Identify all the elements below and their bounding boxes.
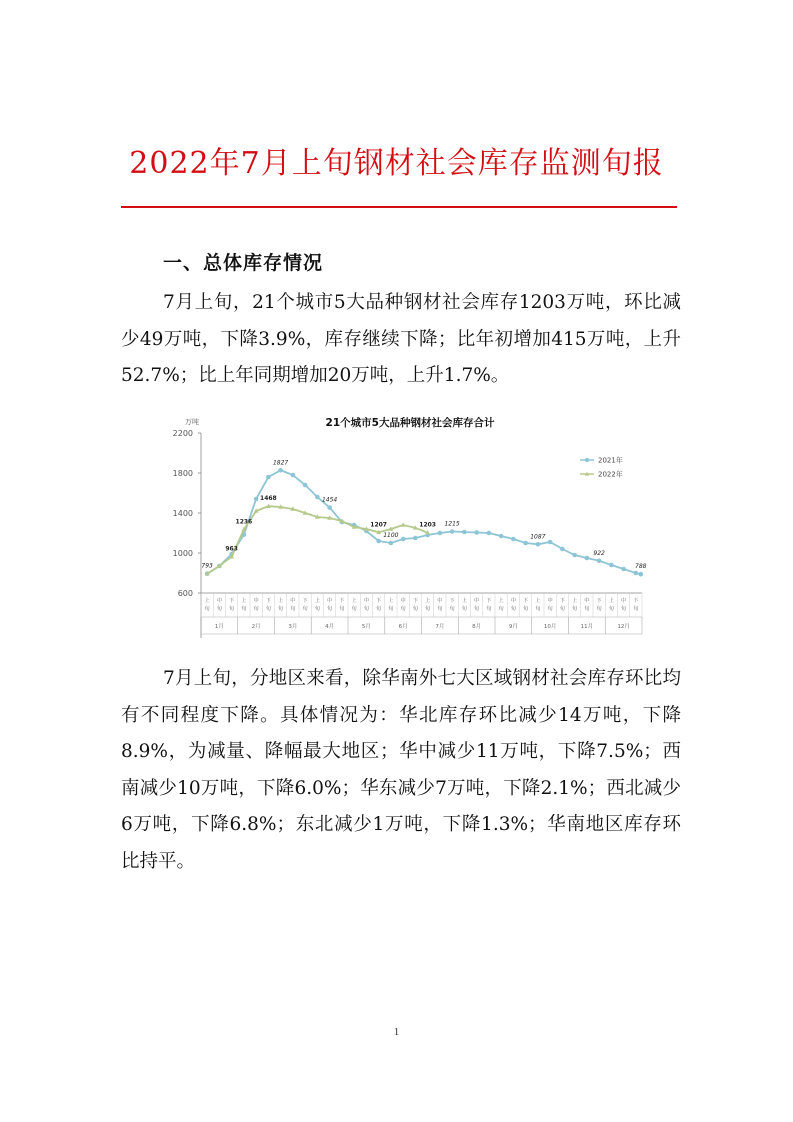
- x-tick-label: 中: [474, 598, 480, 604]
- data-point: [609, 563, 614, 568]
- month-label: 2月: [251, 624, 261, 630]
- month-label: 7月: [435, 624, 445, 630]
- x-tick-label: 下: [449, 598, 455, 604]
- x-tick-label: 旬: [523, 606, 529, 612]
- data-point: [523, 541, 528, 546]
- data-point: [327, 505, 332, 510]
- data-point: [278, 468, 283, 473]
- x-tick-label: 上: [608, 598, 614, 604]
- month-label: 3月: [288, 624, 298, 630]
- data-label: 793: [201, 562, 213, 570]
- report-title: 2022年7月上旬钢材社会库存监测旬报: [129, 146, 664, 181]
- x-tick-label: 旬: [351, 606, 357, 612]
- data-label: 1236: [235, 518, 253, 526]
- x-tick-label: 旬: [314, 606, 320, 612]
- data-point: [638, 572, 643, 577]
- x-tick-label: 上: [461, 598, 467, 604]
- data-label: 788: [635, 563, 647, 571]
- data-point: [462, 530, 467, 535]
- x-tick-label: 旬: [376, 606, 382, 612]
- month-label: 11月: [580, 624, 594, 630]
- data-point: [572, 553, 577, 558]
- data-point: [585, 556, 590, 561]
- x-tick-label: 旬: [572, 606, 578, 612]
- x-tick-label: 中: [621, 598, 627, 604]
- x-tick-label: 旬: [278, 606, 284, 612]
- x-tick-label: 中: [363, 598, 369, 604]
- legend-label: 2022年: [598, 470, 623, 479]
- legend-marker-2021年: [585, 458, 589, 462]
- y-tick-label: 1400: [172, 509, 193, 518]
- x-tick-label: 旬: [229, 606, 235, 612]
- x-tick-label: 旬: [388, 606, 394, 612]
- x-tick-label: 中: [510, 598, 516, 604]
- y-axis-unit: 万吨: [185, 418, 199, 426]
- y-tick-label: 1000: [172, 549, 193, 558]
- data-label: 1454: [321, 496, 338, 504]
- x-tick-label: 旬: [584, 606, 590, 612]
- x-tick-label: 旬: [510, 606, 516, 612]
- data-point: [413, 536, 418, 541]
- x-tick-label: 旬: [461, 606, 467, 612]
- x-tick-label: 下: [376, 598, 382, 604]
- x-tick-label: 旬: [437, 606, 443, 612]
- data-point: [511, 537, 516, 542]
- x-tick-label: 上: [241, 598, 247, 604]
- x-tick-label: 上: [535, 598, 541, 604]
- x-tick-label: 下: [339, 598, 345, 604]
- x-tick-label: 旬: [363, 606, 369, 612]
- x-tick-label: 上: [351, 598, 357, 604]
- data-point: [376, 539, 381, 544]
- x-tick-label: 上: [388, 598, 394, 604]
- x-tick-label: 中: [327, 598, 333, 604]
- x-tick-label: 下: [523, 598, 529, 604]
- data-point: [499, 534, 504, 539]
- data-point: [389, 541, 394, 546]
- x-tick-label: 上: [572, 598, 578, 604]
- x-tick-label: 旬: [425, 606, 431, 612]
- x-tick-label: 上: [425, 598, 431, 604]
- data-label: 963: [225, 545, 238, 553]
- data-point: [291, 473, 296, 478]
- x-tick-label: 旬: [535, 606, 541, 612]
- data-label: 1100: [383, 532, 399, 539]
- y-tick-label: 1800: [172, 469, 193, 478]
- data-point: [597, 559, 602, 564]
- data-point: [487, 531, 492, 536]
- month-label: 9月: [508, 624, 518, 630]
- data-point: [536, 542, 541, 547]
- paragraph-regional-inventory: 7月上旬，分地区来看，除华南外七大区域钢材社会库存环比均有不同程度下降。具体情况为：华北库存环比减少14万吨，下降8.9%，为减量、降幅最大地区；华中减少11万吨，下降7.5%；西南减少10万吨，下降6.0%；华东减少7万吨，下降2.1%；西北减少6万吨，下降6.8%；东北减少1万吨，下降1.3%；华南地区库存环比持平。: [121, 668, 681, 872]
- x-tick-label: 下: [596, 598, 602, 604]
- x-tick-label: 中: [253, 598, 259, 604]
- data-point: [438, 531, 443, 536]
- x-tick-label: 下: [265, 598, 271, 604]
- x-tick-label: 中: [584, 598, 590, 604]
- data-label: 1827: [272, 459, 289, 467]
- x-tick-label: 下: [229, 598, 235, 604]
- x-tick-label: 中: [216, 598, 222, 604]
- x-tick-label: 旬: [290, 606, 296, 612]
- data-point: [621, 567, 626, 572]
- x-tick-label: 下: [412, 598, 418, 604]
- data-point: [474, 530, 479, 535]
- x-tick-label: 下: [302, 598, 308, 604]
- x-tick-label: 上: [204, 598, 210, 604]
- data-label: 1215: [444, 520, 460, 528]
- data-point: [548, 540, 553, 545]
- page-number: 1: [393, 1026, 400, 1038]
- paragraph-overall-inventory: 7月上旬，21个城市5大品种钢材社会库存1203万吨，环比减少49万吨，下降3.9%，库存继续下降；比年初增加415万吨，上升52.7%；比上年同期增加20万吨，上升1.7%。: [121, 292, 681, 386]
- month-label: 1月: [214, 624, 224, 630]
- x-tick-label: 旬: [253, 606, 259, 612]
- month-label: 12月: [617, 624, 630, 630]
- x-tick-label: 旬: [400, 606, 406, 612]
- data-point: [254, 497, 259, 502]
- x-tick-label: 旬: [547, 606, 553, 612]
- x-tick-label: 旬: [241, 606, 247, 612]
- legend-label: 2021年: [598, 456, 623, 465]
- x-tick-label: 旬: [486, 606, 492, 612]
- data-point: [450, 529, 455, 534]
- chart-title: 21个城市5大品种钢材社会库存合计: [325, 417, 495, 429]
- x-tick-label: 旬: [596, 606, 602, 612]
- x-tick-label: 旬: [449, 606, 455, 612]
- data-label: 1203: [419, 521, 436, 529]
- x-tick-label: 旬: [621, 606, 627, 612]
- x-tick-label: 上: [498, 598, 504, 604]
- x-tick-label: 中: [290, 598, 296, 604]
- month-label: 8月: [472, 624, 482, 630]
- x-tick-label: 下: [633, 598, 639, 604]
- y-tick-label: 600: [177, 589, 193, 598]
- month-label: 10月: [543, 624, 557, 630]
- x-tick-label: 中: [547, 598, 553, 604]
- x-tick-label: 旬: [327, 606, 333, 612]
- month-label: 6月: [398, 624, 408, 630]
- month-label: 4月: [325, 624, 335, 630]
- data-label: 1087: [530, 533, 546, 541]
- x-tick-label: 旬: [474, 606, 480, 612]
- title-divider: [121, 206, 677, 208]
- data-point: [401, 537, 406, 542]
- x-tick-label: 中: [437, 598, 443, 604]
- x-tick-label: 上: [278, 598, 284, 604]
- x-tick-label: 旬: [608, 606, 614, 612]
- y-tick-label: 2200: [172, 429, 193, 438]
- x-tick-label: 旬: [633, 606, 639, 612]
- data-label: 922: [593, 549, 605, 557]
- chart-legend: [580, 456, 623, 479]
- x-tick-label: 旬: [204, 606, 210, 612]
- section-heading: 一、总体库存情况: [163, 252, 324, 274]
- data-point: [266, 475, 271, 480]
- x-tick-label: 下: [486, 598, 492, 604]
- x-tick-label: 旬: [339, 606, 345, 612]
- data-point: [303, 483, 308, 488]
- data-point: [634, 571, 639, 576]
- x-tick-label: 旬: [265, 606, 271, 612]
- x-tick-label: 旬: [216, 606, 222, 612]
- x-tick-label: 旬: [412, 606, 418, 612]
- inventory-line-chart: [155, 410, 650, 638]
- data-label: 1468: [260, 495, 277, 503]
- x-tick-label: 下: [559, 598, 565, 604]
- x-tick-label: 中: [400, 598, 406, 604]
- x-tick-label: 上: [314, 598, 320, 604]
- x-tick-label: 旬: [559, 606, 565, 612]
- x-tick-label: 旬: [498, 606, 504, 612]
- data-label: 1207: [370, 521, 387, 529]
- data-point: [560, 547, 565, 552]
- month-label: 5月: [361, 624, 371, 630]
- x-tick-label: 旬: [302, 606, 308, 612]
- data-point: [315, 495, 320, 500]
